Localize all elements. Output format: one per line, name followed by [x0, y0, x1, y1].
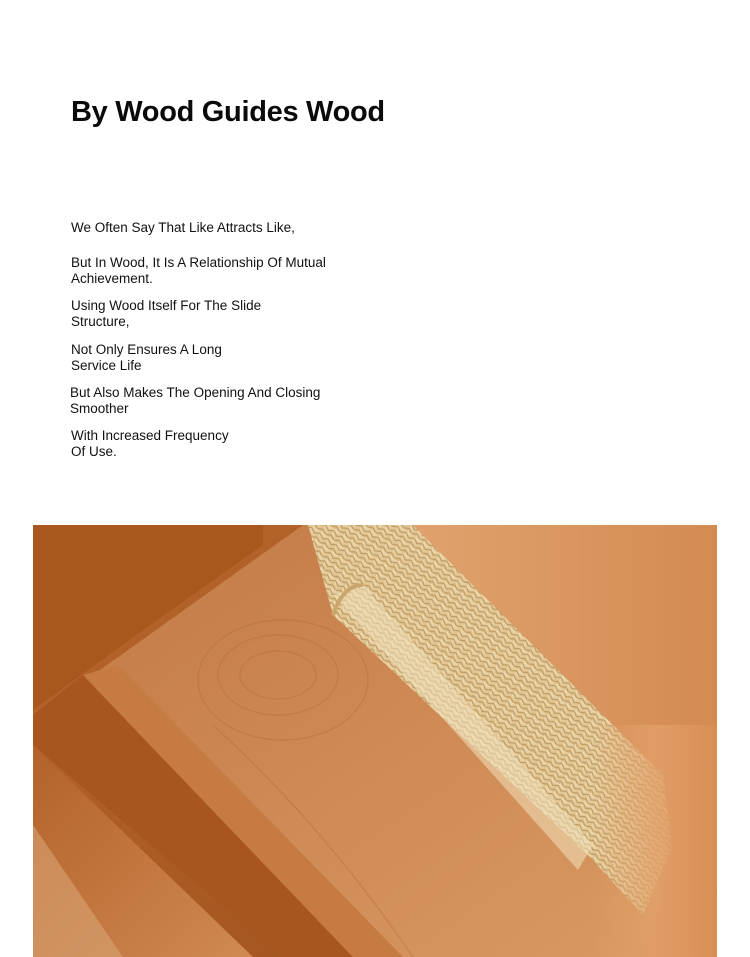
- page-title: By Wood Guides Wood: [71, 96, 385, 128]
- body-text-line: But In Wood, It Is A Relationship Of Mutual Achievement.: [71, 255, 326, 286]
- body-text-line: But Also Makes The Opening And Closing Smoother: [70, 385, 321, 416]
- product-photo: [33, 525, 717, 957]
- body-text-line: With Increased Frequency Of Use.: [71, 428, 229, 459]
- body-text-line: Using Wood Itself For The Slide Structure,: [71, 298, 262, 329]
- body-text-line: Not Only Ensures A Long Service Life: [71, 342, 222, 373]
- body-text-line: We Often Say That Like Attracts Like,: [71, 220, 295, 235]
